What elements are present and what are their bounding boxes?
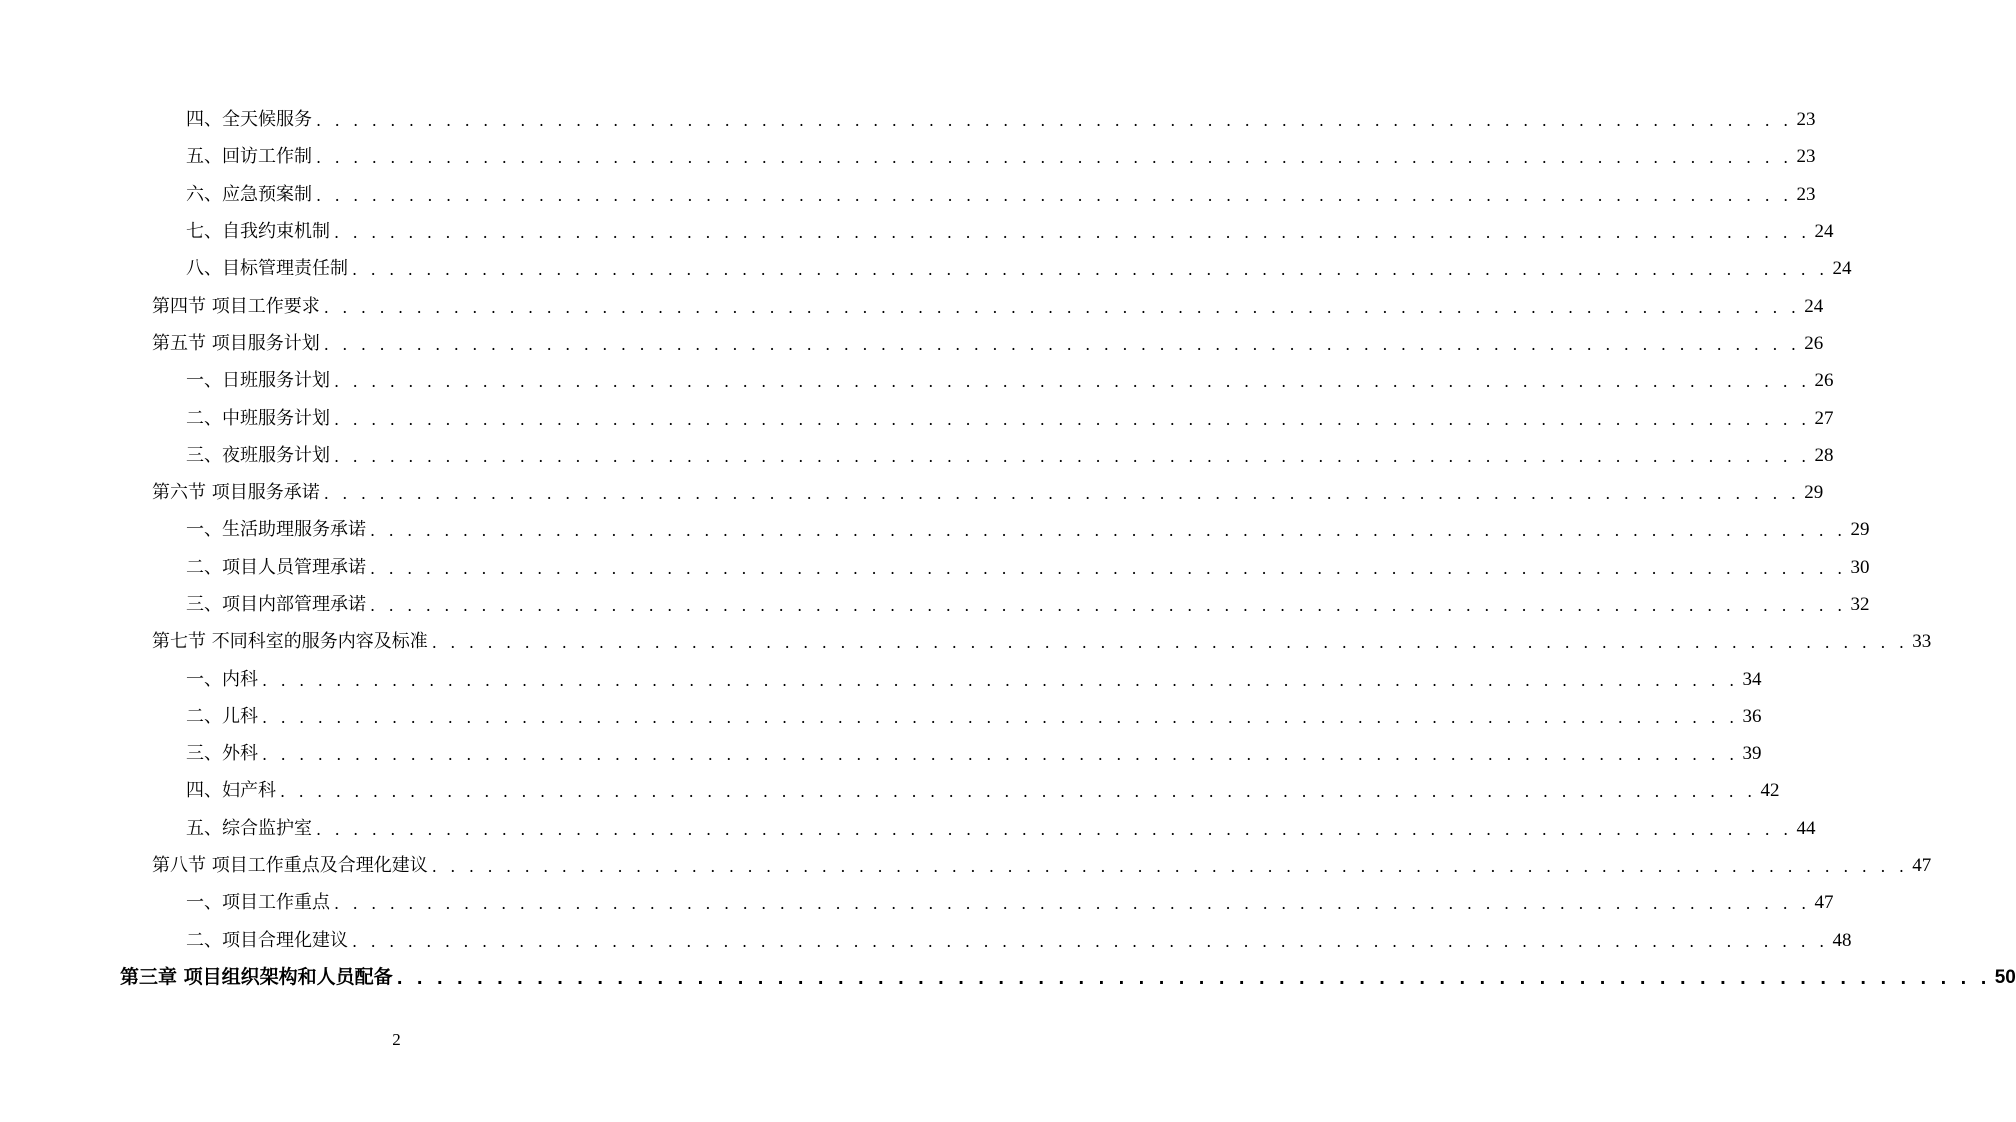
toc-entry-title: 五、回访工作制 [186,146,312,168]
toc-entry-page: 32 [1850,594,1870,615]
toc-entry[interactable] [0,511,1870,548]
dot-leader: . . . . . . . . . . . . . . . . . . . . . . . . . . . . . . . . . . . . . . . . . . . . . . . . . . . . . . . . . . . . . . . . . . . . . . . . . . . . . . . . [280,782,1757,802]
dot-leader: . . . . . . . . . . . . . . . . . . . . . . . . . . . . . . . . . . . . . . . . . . . . . . . . . . . . . . . . . . . . . . . . . . . . . . . . . . . . . . . . [334,223,1811,243]
toc-entry[interactable] [0,810,1816,847]
toc-entry[interactable] [0,399,1834,436]
dot-leader: . . . . . . . . . . . . . . . . . . . . . . . . . . . . . . . . . . . . . . . . . . . . . . . . . . . . . . . . . . . . . . . . . . . . . . . . . . . . . . . . [431,857,1909,877]
toc-entry[interactable] [0,325,1824,362]
toc-entry-page: 50 [1994,966,2016,988]
toc-entry-title: 第四节 项目工作要求 [152,295,320,317]
dot-leader: . . . . . . . . . . . . . . . . . . . . . . . . . . . . . . . . . . . . . . . . . . . . . . . . . . . . . . . . . . . . . . . . . . . . . . . . . . . . . . . . [352,260,1829,280]
toc-entry[interactable] [0,922,1852,959]
toc-entry-title: 第三章 项目组织架构和人员配备 [120,965,393,988]
toc-entry[interactable] [0,623,1932,660]
toc-entry-page: 28 [1814,444,1834,466]
toc-entry-title: 第七节 不同科室的服务内容及标准 [152,631,428,653]
toc-entry-title: 六、应急预案制 [186,183,312,205]
toc-entry-page: 23 [1796,146,1816,168]
toc-entry-title: 七、自我约束机制 [186,221,330,243]
dot-leader: . . . . . . . . . . . . . . . . . . . . . . . . . . . . . . . . . . . . . . . . . . . . . . . . . . . . . . . . . . . . . . . . . . . . . . . . . . . . . . . . [352,931,1829,951]
toc-entry-title: 一、项目工作重点 [186,892,330,914]
toc-entry[interactable] [0,474,1824,511]
dot-leader: . . . . . . . . . . . . . . . . . . . . . . . . . . . . . . . . . . . . . . . . . . . . . . . . . . . . . . . . . . . . . . . . . . . . . . . . . . . . . . . . [316,148,1793,168]
toc-entry-title: 四、全天候服务 [186,109,312,131]
toc-entry-page: 23 [1796,109,1816,131]
dot-leader: . . . . . . . . . . . . . . . . . . . . . . . . . . . . . . . . . . . . . . . . . . . . . . . . . . . . . . . . . . . . . . . . . . . . . . . . . . . . . . . . [370,596,1847,615]
toc-entry[interactable] [0,101,1816,138]
toc-entry[interactable] [0,362,1834,399]
dot-leader: . . . . . . . . . . . . . . . . . . . . . . . . . . . . . . . . . . . . . . . . . . . . . . . . . . . . . . . . . . . . . . . . . . . . . . . . . . . . . . . . [334,409,1811,429]
dot-leader: . . . . . . . . . . . . . . . . . . . . . . . . . . . . . . . . . . . . . . . . . . . . . . . . . . . . . . . . . . . . . . . . . . . . . . . . . . . . . . . . [323,297,1801,317]
toc-entry-title: 一、生活助理服务承诺 [186,519,366,541]
toc-entry-title: 一、日班服务计划 [186,370,330,392]
dot-leader: . . . . . . . . . . . . . . . . . . . . . . . . . . . . . . . . . . . . . . . . . . . . . . . . . . . . . . . . . . . . . . . . . . . . . . . . . . . . . . . . [431,633,1909,653]
dot-leader: . . . . . . . . . . . . . . . . . . . . . . . . . . . . . . . . . . . . . . . . . . . . . . . . . . . . . . . . . . . . . . . . . . . . . . . . . . . . . . . . [316,819,1793,839]
dot-leader: . . . . . . . . . . . . . . . . . . . . . . . . . . . . . . . . . . . . . . . . . . . . . . . . . . . . . . . . . . . . . . . . . . . . . . . . . . . . . . . . [262,670,1739,690]
page-number: 2 [392,1030,401,1049]
toc-entry-page: 47 [1814,892,1834,914]
toc-entry-title: 四、妇产科 [186,780,276,802]
toc-entry[interactable] [0,884,1834,921]
toc-entry-title: 三、外科 [186,743,258,765]
toc-entry-page: 24 [1804,295,1824,317]
toc-entry-page: 44 [1796,817,1816,839]
toc-entry[interactable] [0,959,2016,996]
toc-entry[interactable] [0,287,1824,324]
table-of-contents [0,101,2016,996]
dot-leader: . . . . . . . . . . . . . . . . . . . . . . . . . . . . . . . . . . . . . . . . . . . . . . . . . . . . . . . . . . . . . . . . . . . . . . . . . . . . . . . . [262,745,1739,765]
toc-entry-title: 第六节 项目服务承诺 [152,482,320,504]
toc-entry-title: 三、项目内部管理承诺 [186,594,366,615]
toc-entry-page: 36 [1742,705,1762,727]
toc-entry-page: 26 [1804,332,1824,354]
toc-entry-page: 42 [1760,780,1780,802]
toc-entry-page: 39 [1742,743,1762,765]
toc-entry[interactable] [0,176,1816,213]
dot-leader: . . . . . . . . . . . . . . . . . . . . . . . . . . . . . . . . . . . . . . . . . . . . . . . . . . . . . . . . . . . . . . . . . . . . . . . . . . . . . . . . [323,334,1801,354]
toc-entry[interactable] [0,213,1834,250]
toc-entry-title: 三、夜班服务计划 [186,444,330,466]
dot-leader: . . . . . . . . . . . . . . . . . . . . . . . . . . . . . . . . . . . . . . . . . . . . . . . . . . . . . . . . . . . . . . . . . . . . . . . . . . . . . . . . [396,968,1991,988]
dot-leader: . . . . . . . . . . . . . . . . . . . . . . . . . . . . . . . . . . . . . . . . . . . . . . . . . . . . . . . . . . . . . . . . . . . . . . . . . . . . . . . . [316,185,1793,205]
toc-entry[interactable] [0,660,1762,697]
toc-entry-page: 48 [1832,929,1852,951]
toc-entry-page: 34 [1742,668,1762,690]
dot-leader: . . . . . . . . . . . . . . . . . . . . . . . . . . . . . . . . . . . . . . . . . . . . . . . . . . . . . . . . . . . . . . . . . . . . . . . . . . . . . . . . [370,558,1847,578]
toc-entry-page: 24 [1832,258,1852,280]
dot-leader: . . . . . . . . . . . . . . . . . . . . . . . . . . . . . . . . . . . . . . . . . . . . . . . . . . . . . . . . . . . . . . . . . . . . . . . . . . . . . . . . [316,111,1793,131]
toc-entry[interactable] [0,772,1780,809]
dot-leader: . . . . . . . . . . . . . . . . . . . . . . . . . . . . . . . . . . . . . . . . . . . . . . . . . . . . . . . . . . . . . . . . . . . . . . . . . . . . . . . . [334,372,1811,392]
toc-entry-title: 二、项目合理化建议 [186,929,348,951]
toc-entry-title: 第五节 项目服务计划 [152,332,320,354]
toc-entry[interactable] [0,847,1932,884]
toc-entry-title: 八、目标管理责任制 [186,258,348,280]
toc-entry-title: 二、项目人员管理承诺 [186,556,366,578]
toc-entry-page: 30 [1850,556,1870,578]
dot-leader: . . . . . . . . . . . . . . . . . . . . . . . . . . . . . . . . . . . . . . . . . . . . . . . . . . . . . . . . . . . . . . . . . . . . . . . . . . . . . . . . [323,484,1801,504]
dot-leader: . . . . . . . . . . . . . . . . . . . . . . . . . . . . . . . . . . . . . . . . . . . . . . . . . . . . . . . . . . . . . . . . . . . . . . . . . . . . . . . . [334,446,1811,466]
toc-entry-title: 五、综合监护室 [186,817,312,839]
toc-entry-page: 47 [1912,855,1932,877]
toc-entry-title: 二、中班服务计划 [186,407,330,429]
toc-entry-page: 27 [1814,407,1834,429]
dot-leader: . . . . . . . . . . . . . . . . . . . . . . . . . . . . . . . . . . . . . . . . . . . . . . . . . . . . . . . . . . . . . . . . . . . . . . . . . . . . . . . . [262,707,1739,727]
dot-leader: . . . . . . . . . . . . . . . . . . . . . . . . . . . . . . . . . . . . . . . . . . . . . . . . . . . . . . . . . . . . . . . . . . . . . . . . . . . . . . . . [370,521,1847,541]
toc-entry-title: 一、内科 [186,668,258,690]
toc-entry[interactable] [0,735,1762,772]
toc-entry[interactable] [0,138,1816,175]
toc-entry-page: 29 [1804,482,1824,504]
toc-entry[interactable] [0,250,1852,287]
toc-entry[interactable] [0,549,1870,586]
toc-entry-page: 23 [1796,183,1816,205]
toc-entry-page: 29 [1850,519,1870,541]
toc-entry[interactable] [0,586,1870,623]
toc-entry-title: 二、儿科 [186,705,258,727]
toc-entry-page: 24 [1814,221,1834,243]
toc-entry-page: 33 [1912,631,1932,653]
toc-entry[interactable] [0,698,1762,735]
dot-leader: . . . . . . . . . . . . . . . . . . . . . . . . . . . . . . . . . . . . . . . . . . . . . . . . . . . . . . . . . . . . . . . . . . . . . . . . . . . . . . . . [334,894,1811,914]
toc-entry[interactable] [0,437,1834,474]
toc-entry-page: 26 [1814,370,1834,392]
toc-entry-title: 第八节 项目工作重点及合理化建议 [152,855,428,877]
